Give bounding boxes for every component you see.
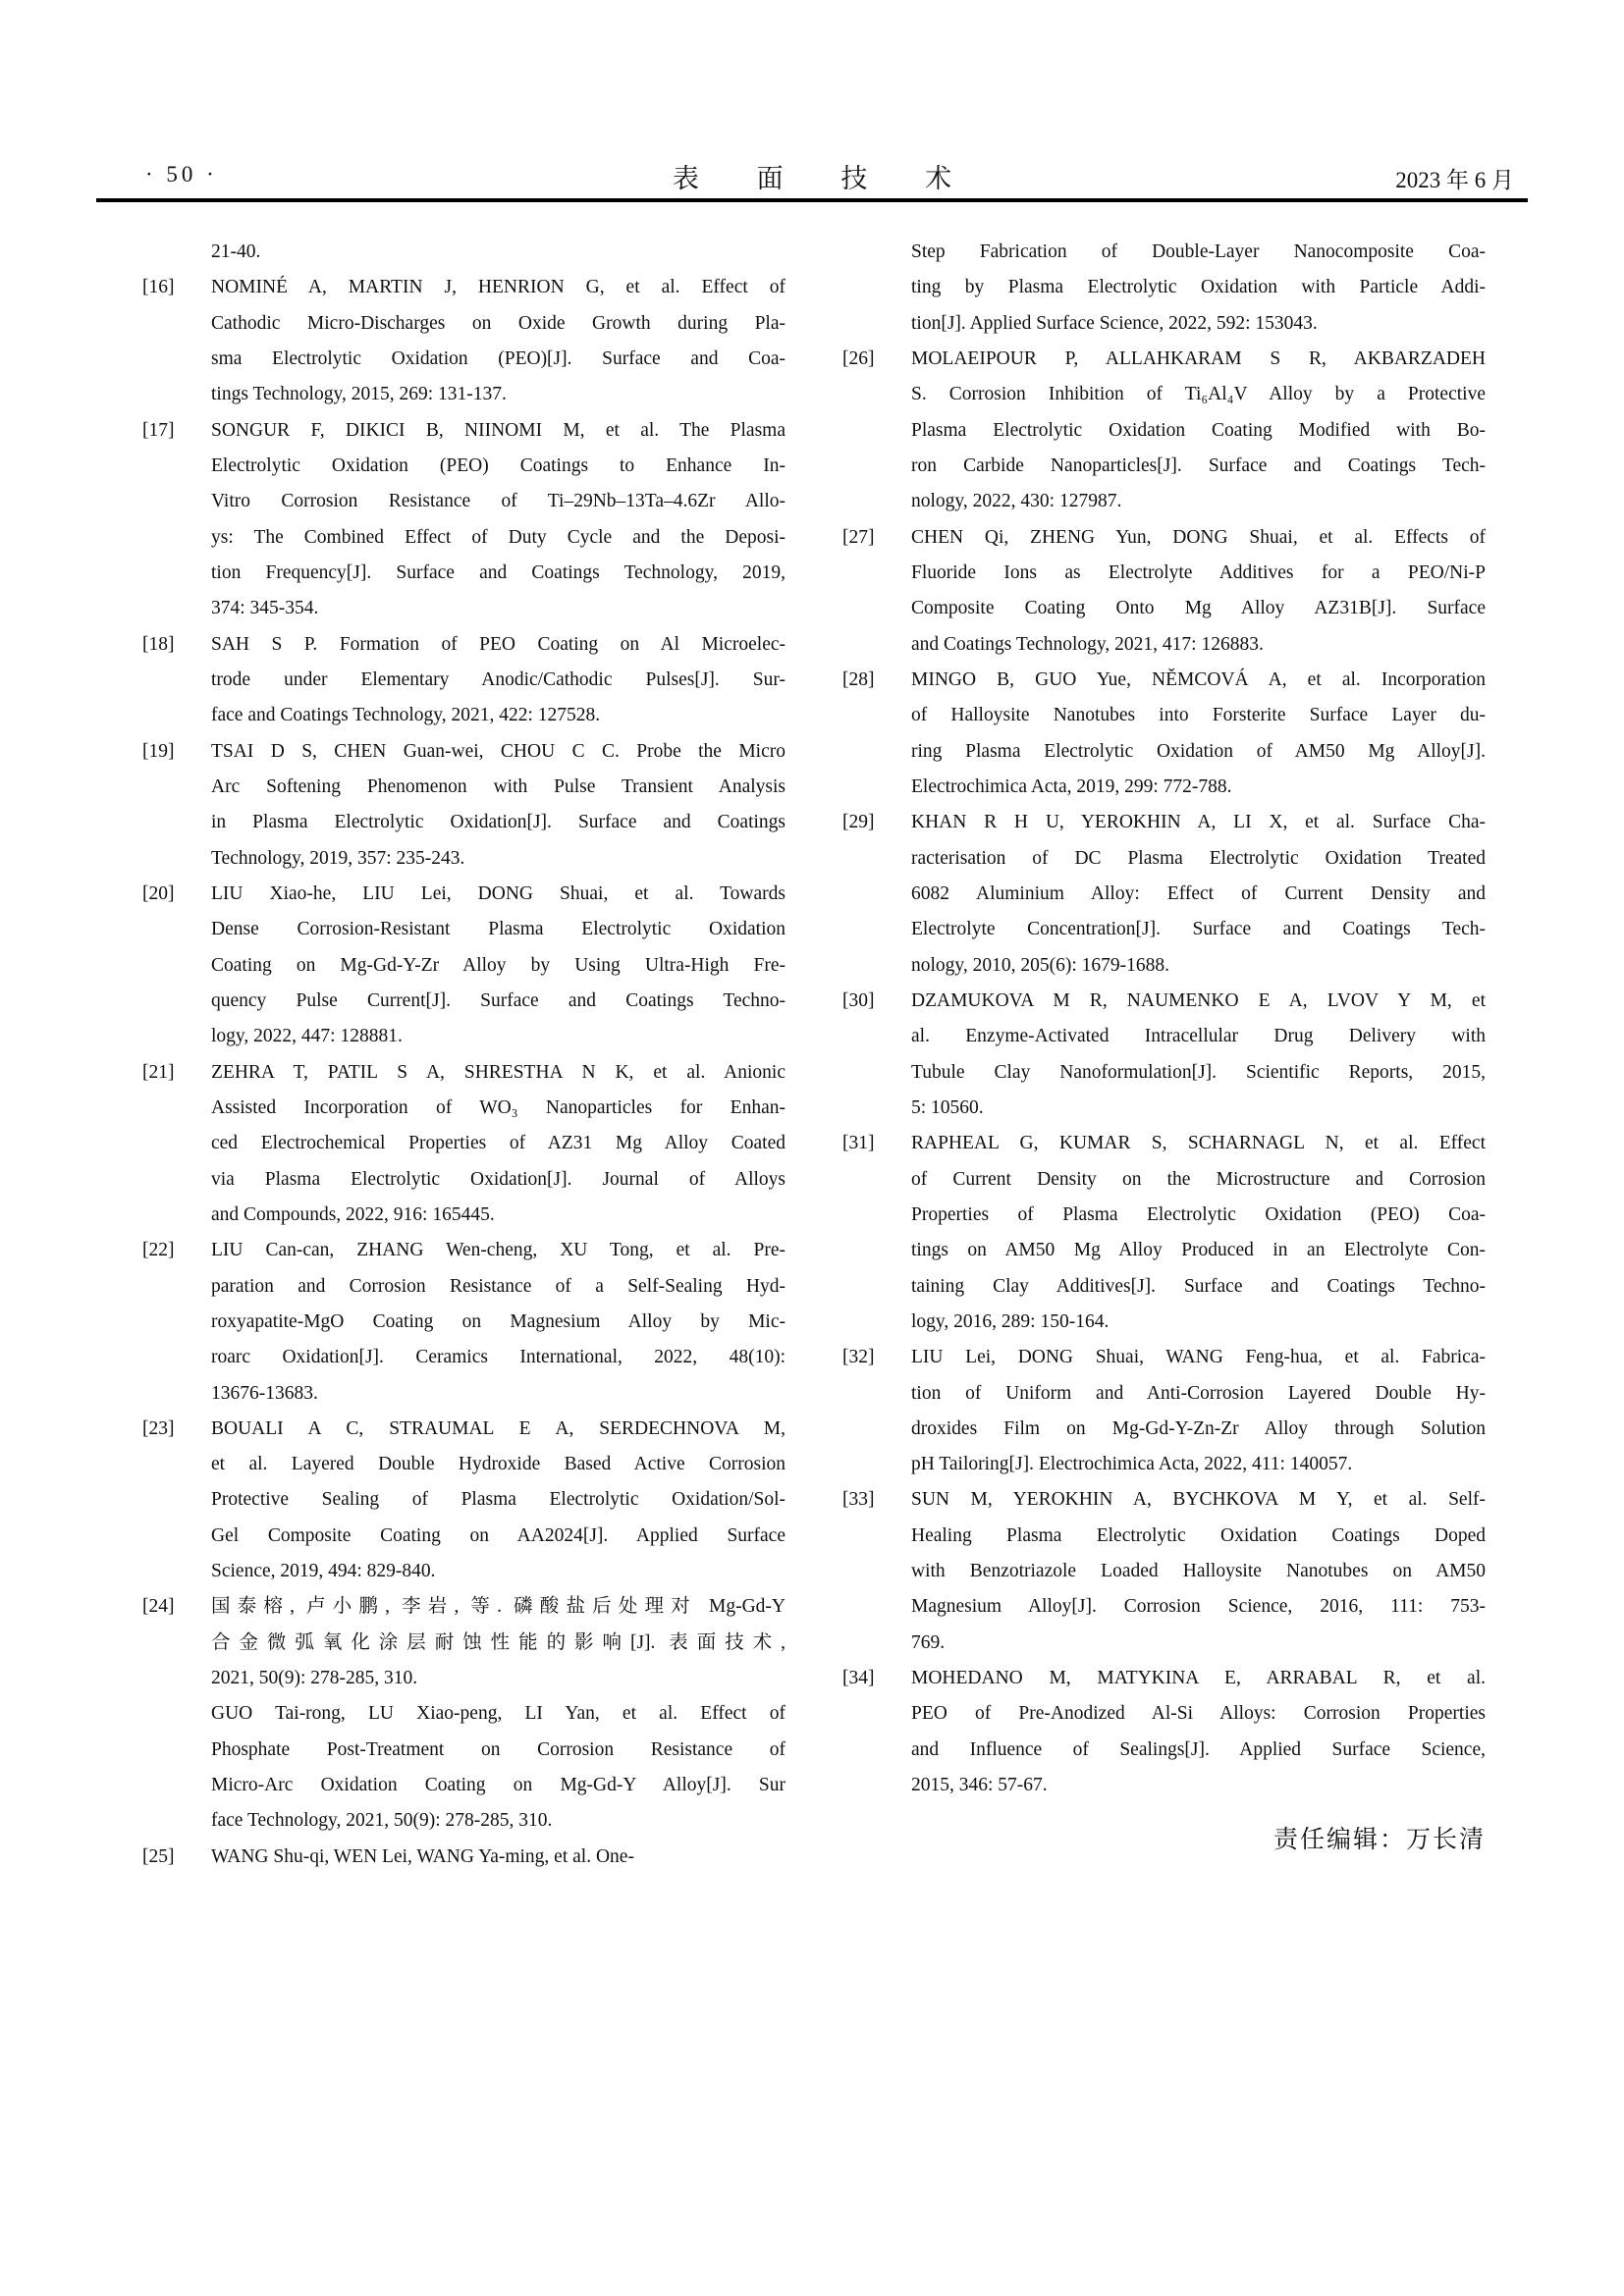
page-header <box>0 0 1624 206</box>
reference-entry <box>842 805 1486 984</box>
reference-line: face Technology, 2021, 50(9): 278-285, 310. <box>211 1810 553 1832</box>
reference-entry <box>842 1340 1486 1482</box>
reference-line: tion Frequency[J]. Surface and Coatings Technology, 2019, <box>211 561 785 583</box>
reference-number: [29] <box>842 812 875 833</box>
reference-line: TSAI D S, CHEN Guan-wei, CHOU C C. Probe the Micro <box>211 740 785 762</box>
editor-note: 责任编辑：万长清 <box>1272 1827 1486 1853</box>
header-rule <box>96 198 1528 202</box>
reference-number: [17] <box>142 419 175 441</box>
reference-entry <box>142 1589 785 1839</box>
reference-number: [28] <box>842 668 875 690</box>
reference-line: nology, 2022, 430: 127987. <box>911 491 1122 512</box>
reference-number: [16] <box>142 277 175 298</box>
reference-line: via Plasma Electrolytic Oxidation[J]. Journal of Alloys <box>211 1168 785 1190</box>
reference-entry <box>842 520 1486 663</box>
reference-line: 2021, 50(9): 278-285, 310. <box>211 1668 418 1689</box>
reference-line: Electrochimica Acta, 2019, 299: 772-788. <box>911 775 1232 797</box>
reference-entry <box>142 1840 785 1875</box>
reference-number: [20] <box>142 882 175 904</box>
reference-line: and Influence of Sealings[J]. Applied Surface Science, <box>911 1738 1486 1760</box>
reference-number: [30] <box>842 989 875 1011</box>
reference-line: 合金微弧氧化涂层耐蚀性能的影响[J]. 表面技术, <box>211 1631 785 1653</box>
reference-entry <box>842 1482 1486 1661</box>
reference-entry <box>142 1412 785 1590</box>
reference-line: Protective Sealing of Plasma Electrolytic Oxidation/Sol- <box>211 1489 785 1511</box>
reference-line: 2015, 346: 57-67. <box>911 1775 1048 1796</box>
reference-line: Dense Corrosion-Resistant Plasma Electrolytic Oxidation <box>211 919 785 940</box>
reference-line: SAH S P. Formation of PEO Coating on Al Microelec- <box>211 633 785 655</box>
reference-number: [26] <box>842 347 875 369</box>
reference-entry <box>842 984 1486 1126</box>
reference-line: LIU Xiao-he, LIU Lei, DONG Shuai, et al. Towards <box>211 882 785 904</box>
reference-number: [23] <box>142 1417 175 1439</box>
reference-entry <box>142 270 785 412</box>
journal-title: 表 面 技 术 <box>672 164 978 193</box>
reference-line: Assisted Incorporation of WO₃ Nanoparticles for Enhan- <box>211 1096 785 1118</box>
reference-line: paration and Corrosion Resistance of a Self-Sealing Hyd- <box>211 1275 785 1297</box>
reference-number: [22] <box>142 1240 175 1261</box>
reference-number: [34] <box>842 1668 875 1689</box>
reference-line: ron Carbide Nanoparticles[J]. Surface and Coatings Tech- <box>911 454 1486 476</box>
reference-entry <box>142 877 785 1055</box>
reference-line: ring Plasma Electrolytic Oxidation of AM50 Mg Alloy[J]. <box>911 740 1486 762</box>
reference-line: MOLAEIPOUR P, ALLAHKARAM S R, AKBARZADEH <box>911 347 1486 369</box>
reference-line: of Current Density on the Microstructure and Corrosion <box>911 1168 1486 1190</box>
reference-line: SONGUR F, DIKICI B, NIINOMI M, et al. The Plasma <box>211 419 785 441</box>
reference-number: [19] <box>142 740 175 762</box>
reference-line: GUO Tai-rong, LU Xiao-peng, LI Yan, et al. Effect of <box>211 1703 785 1725</box>
reference-line: Arc Softening Phenomenon with Pulse Transient Analysis <box>211 775 785 797</box>
reference-line: logy, 2016, 289: 150-164. <box>911 1310 1110 1332</box>
reference-number: [33] <box>842 1489 875 1511</box>
reference-line: WANG Shu-qi, WEN Lei, WANG Ya-ming, et al. One- <box>211 1845 634 1867</box>
reference-line: 国泰榕, 卢小鹏, 李岩, 等. 磷酸盐后处理对 Mg-Gd-Y <box>211 1596 785 1618</box>
reference-line: CHEN Qi, ZHENG Yun, DONG Shuai, et al. Effects of <box>911 526 1486 548</box>
reference-line: Gel Composite Coating on AA2024[J]. Applied Surface <box>211 1524 785 1546</box>
reference-entry <box>142 1233 785 1412</box>
reference-line: Electrolyte Concentration[J]. Surface and Coatings Tech- <box>911 919 1486 940</box>
reference-line: KHAN R H U, YEROKHIN A, LI X, et al. Surface Cha- <box>911 812 1486 833</box>
reference-line: face and Coatings Technology, 2021, 422: 127528. <box>211 705 601 726</box>
reference-entry <box>842 342 1486 520</box>
reference-number: [31] <box>842 1133 875 1154</box>
reference-line: Composite Coating Onto Mg Alloy AZ31B[J]. Surface <box>911 598 1486 619</box>
reference-line: Tubule Clay Nanoformulation[J]. Scientific Reports, 2015, <box>911 1061 1486 1083</box>
reference-number: [21] <box>142 1061 175 1083</box>
reference-line: 769. <box>911 1631 946 1653</box>
reference-line: MINGO B, GUO Yue, NĚMCOVÁ A, et al. Incorporation <box>911 668 1486 690</box>
reference-line: 5: 10560. <box>911 1096 984 1118</box>
left-column <box>142 235 785 1875</box>
reference-entry <box>142 734 785 877</box>
reference-line: Science, 2019, 494: 829-840. <box>211 1561 436 1582</box>
reference-line: in Plasma Electrolytic Oxidation[J]. Surface and Coatings <box>211 812 785 833</box>
reference-line: pH Tailoring[J]. Electrochimica Acta, 2022, 411: 140057. <box>911 1454 1353 1475</box>
reference-line: tings on AM50 Mg Alloy Produced in an Electrolyte Con- <box>911 1240 1486 1261</box>
right-column <box>842 235 1486 1803</box>
reference-line: 6082 Aluminium Alloy: Effect of Current Density and <box>911 882 1486 904</box>
reference-line: tion of Uniform and Anti-Corrosion Layered Double Hy- <box>911 1382 1486 1404</box>
reference-number: [32] <box>842 1347 875 1368</box>
reference-line: Step Fabrication of Double-Layer Nanocomposite Coa- <box>911 241 1486 262</box>
reference-line: al. Enzyme-Activated Intracellular Drug Delivery with <box>911 1026 1486 1047</box>
reference-line: quency Pulse Current[J]. Surface and Coatings Techno- <box>211 989 785 1011</box>
reference-line: racterisation of DC Plasma Electrolytic Oxidation Treated <box>911 847 1486 869</box>
reference-line: roxyapatite-MgO Coating on Magnesium Alloy by Mic- <box>211 1310 785 1332</box>
reference-line: Vitro Corrosion Resistance of Ti–29Nb–13Ta–4.6Zr Allo- <box>211 491 785 512</box>
reference-line: PEO of Pre-Anodized Al-Si Alloys: Corrosion Properties <box>911 1703 1486 1725</box>
issue-date: 2023 年 6 月 <box>1395 168 1514 192</box>
reference-entry <box>842 1126 1486 1340</box>
reference-number: [18] <box>142 633 175 655</box>
reference-line: SUN M, YEROKHIN A, BYCHKOVA M Y, et al. Self- <box>911 1489 1486 1511</box>
reference-line: et al. Layered Double Hydroxide Based Active Corrosion <box>211 1454 785 1475</box>
reference-line: NOMINÉ A, MARTIN J, HENRION G, et al. Effect of <box>211 277 785 298</box>
reference-number: [24] <box>142 1596 175 1618</box>
reference-continuation <box>142 235 785 270</box>
reference-line: Cathodic Micro-Discharges on Oxide Growth during Pla- <box>211 312 785 334</box>
reference-entry <box>842 1661 1486 1803</box>
reference-entry <box>142 627 785 734</box>
reference-entry <box>842 663 1486 805</box>
page-number: · 50 · <box>145 162 218 187</box>
reference-number: [27] <box>842 526 875 548</box>
reference-line: Magnesium Alloy[J]. Corrosion Science, 2016, 111: 753- <box>911 1596 1486 1618</box>
reference-line: Fluoride Ions as Electrolyte Additives for a PEO/Ni-P <box>911 561 1486 583</box>
reference-line: ting by Plasma Electrolytic Oxidation with Particle Addi- <box>911 277 1486 298</box>
reference-line: sma Electrolytic Oxidation (PEO)[J]. Surface and Coa- <box>211 347 785 369</box>
reference-line: MOHEDANO M, MATYKINA E, ARRABAL R, et al. <box>911 1668 1486 1689</box>
reference-line: droxides Film on Mg-Gd-Y-Zn-Zr Alloy through Solution <box>911 1417 1486 1439</box>
reference-line: ced Electrochemical Properties of AZ31 Mg Alloy Coated <box>211 1133 785 1154</box>
reference-line: roarc Oxidation[J]. Ceramics International, 2022, 48(10): <box>211 1347 785 1368</box>
reference-line: and Coatings Technology, 2021, 417: 126883. <box>911 633 1264 655</box>
reference-line: S. Corrosion Inhibition of Ti₆Al₄V Alloy by a Protective <box>911 384 1486 405</box>
reference-line: 13676-13683. <box>211 1382 318 1404</box>
reference-line: Coating on Mg-Gd-Y-Zr Alloy by Using Ultra-High Fre- <box>211 954 785 976</box>
reference-line: Healing Plasma Electrolytic Oxidation Coatings Doped <box>911 1524 1486 1546</box>
reference-continuation <box>842 235 1486 342</box>
reference-line: 21-40. <box>211 241 261 262</box>
reference-entry <box>142 1055 785 1234</box>
reference-line: 374: 345-354. <box>211 598 319 619</box>
reference-line: with Benzotriazole Loaded Halloysite Nanotubes on AM50 <box>911 1561 1486 1582</box>
reference-line: Technology, 2019, 357: 235-243. <box>211 847 465 869</box>
reference-line: ZEHRA T, PATIL S A, SHRESTHA N K, et al. Anionic <box>211 1061 785 1083</box>
reference-line: and Compounds, 2022, 916: 165445. <box>211 1203 495 1225</box>
reference-line: LIU Can-can, ZHANG Wen-cheng, XU Tong, et al. Pre- <box>211 1240 785 1261</box>
reference-line: Electrolytic Oxidation (PEO) Coatings to Enhance In- <box>211 454 785 476</box>
reference-entry <box>142 413 785 627</box>
reference-line: Phosphate Post-Treatment on Corrosion Resistance of <box>211 1738 785 1760</box>
reference-number: [25] <box>142 1845 175 1867</box>
reference-line: tings Technology, 2015, 269: 131-137. <box>211 384 507 405</box>
reference-line: ys: The Combined Effect of Duty Cycle and the Deposi- <box>211 526 785 548</box>
reference-line: Plasma Electrolytic Oxidation Coating Modified with Bo- <box>911 419 1486 441</box>
reference-line: trode under Elementary Anodic/Cathodic Pulses[J]. Sur- <box>211 668 785 690</box>
reference-line: of Halloysite Nanotubes into Forsterite Surface Layer du- <box>911 705 1486 726</box>
reference-line: LIU Lei, DONG Shuai, WANG Feng-hua, et al. Fabrica- <box>911 1347 1486 1368</box>
reference-line: RAPHEAL G, KUMAR S, SCHARNAGL N, et al. Effect <box>911 1133 1486 1154</box>
reference-line: nology, 2010, 205(6): 1679-1688. <box>911 954 1170 976</box>
reference-line: taining Clay Additives[J]. Surface and Coatings Techno- <box>911 1275 1486 1297</box>
reference-line: tion[J]. Applied Surface Science, 2022, 592: 153043. <box>911 312 1318 334</box>
reference-line: Properties of Plasma Electrolytic Oxidation (PEO) Coa- <box>911 1203 1486 1225</box>
reference-line: Micro-Arc Oxidation Coating on Mg-Gd-Y Alloy[J]. Sur <box>211 1775 785 1796</box>
reference-line: logy, 2022, 447: 128881. <box>211 1026 403 1047</box>
reference-line: BOUALI A C, STRAUMAL E A, SERDECHNOVA M, <box>211 1417 785 1439</box>
reference-line: DZAMUKOVA M R, NAUMENKO E A, LVOV Y M, et <box>911 989 1486 1011</box>
